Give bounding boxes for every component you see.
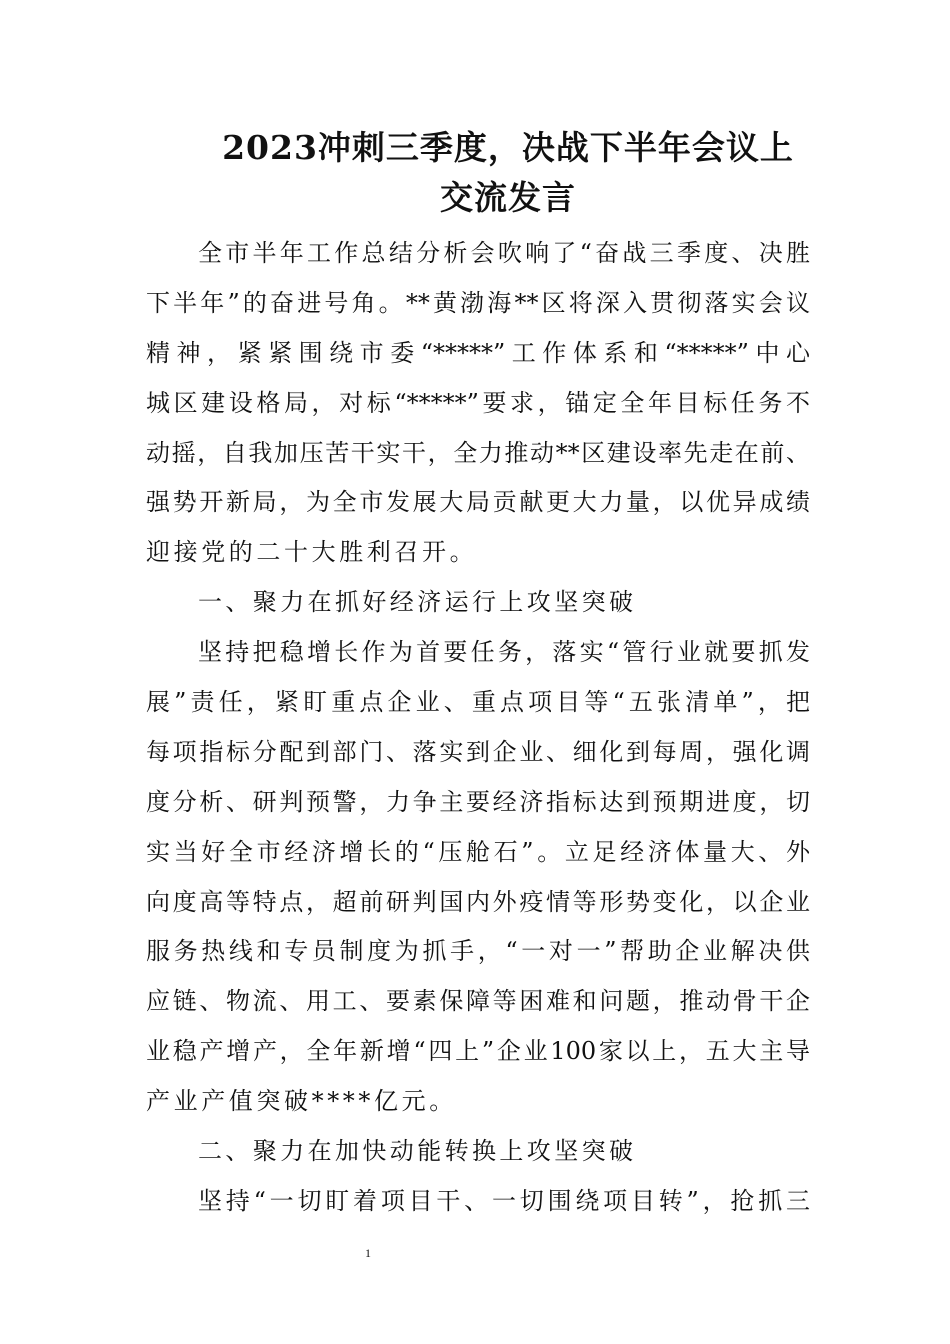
paragraph-line: 向度高等特点，超前研判国内外疫情等形势变化，以企业 [146, 887, 810, 916]
page-number: 1 [365, 1246, 371, 1260]
paragraph-line: 实当好全市经济增长的“压舱石”。立足经济体量大、外 [146, 837, 810, 866]
paragraph-line: 坚持“一切盯着项目干、一切围绕项目转”，抢抓三 [198, 1186, 810, 1215]
paragraph-line: 精神，紧紧围绕市委“*****”工作体系和“*****”中心 [146, 338, 810, 367]
paragraph-line: 迎接党的二十大胜利召开。 [146, 538, 478, 567]
paragraph-line: 应链、物流、用工、要素保障等困难和问题，推动骨干企 [146, 987, 810, 1016]
section-heading-1: 一、聚力在抓好经济运行上攻坚突破 [198, 588, 637, 617]
paragraph-line: 每项指标分配到部门、落实到企业、细化到每周，强化调 [146, 737, 810, 766]
document-title-line-1: 2023冲刺三季度，决战下半年会议上 [222, 128, 794, 167]
paragraph-line: 强势开新局，为全市发展大局贡献更大力量，以优异成绩 [146, 488, 810, 517]
paragraph-line: 全市半年工作总结分析会吹响了“奋战三季度、决胜 [198, 239, 810, 267]
paragraph-line: 服务热线和专员制度为抓手，“一对一”帮助企业解决供 [146, 937, 810, 966]
document-body [146, 229, 810, 1227]
paragraph-line: 展”责任，紧盯重点企业、重点项目等“五张清单”，把 [146, 688, 810, 717]
paragraph-line: 坚持把稳增长作为首要任务，落实“管行业就要抓发 [198, 638, 810, 667]
paragraph-line: 度分析、研判预警，力争主要经济指标达到预期进度，切 [146, 787, 810, 816]
paragraph-line: 产业产值突破****亿元。 [146, 1087, 457, 1116]
paragraph-line: 城区建设格局，对标“*****”要求，锚定全年目标任务不 [146, 388, 810, 417]
paragraph-line: 业稳产增产，全年新增“四上”企业100家以上，五大主导 [146, 1037, 810, 1066]
paragraph-line: 下半年”的奋进号角。**黄渤海**区将深入贯彻落实会议 [146, 288, 810, 317]
paragraph-line: 动摇，自我加压苦干实干，全力推动**区建设率先走在前、 [146, 438, 810, 467]
section-heading-2: 二、聚力在加快动能转换上攻坚突破 [198, 1137, 637, 1166]
document-title-line-2: 交流发言 [440, 178, 576, 217]
